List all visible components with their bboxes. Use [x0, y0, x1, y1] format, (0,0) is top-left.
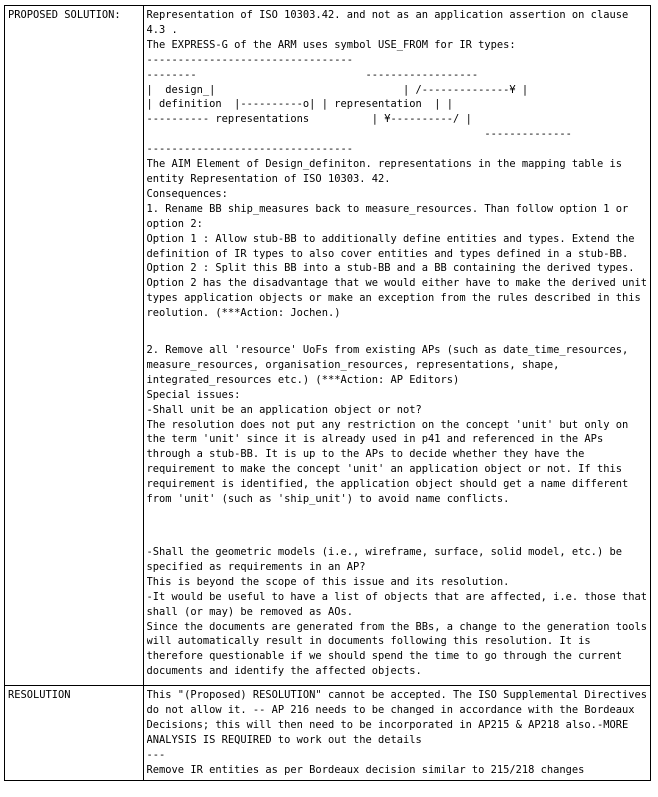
spacer	[147, 321, 647, 343]
text-line: requirement to make the concept 'unit' an application object or not. If this	[146, 463, 622, 476]
text-line: the term 'unit' since it is already used in p41 and referenced in the APs	[146, 433, 604, 446]
text-line: Remove IR entities as per Bordeaux decision similar to 215/218 changes	[146, 763, 585, 776]
text-line: -Shall the geometric models (i.e., wireframe, surface, solid model, etc.) be	[146, 546, 622, 558]
ascii-diagram-line: -------- ------------------	[146, 68, 479, 81]
text-line: documents and identify the affected objects.	[146, 665, 422, 678]
text-line: -It would be useful to have a list of objects that are affected, i.e. those that	[146, 590, 647, 603]
text-line: ---	[146, 748, 166, 761]
text-line: This is beyond the scope of this issue and its resolution.	[146, 575, 510, 588]
text-line: Representation of ISO 10303.42. and not as an application assertion on clause	[146, 9, 629, 21]
spacer	[147, 507, 647, 545]
text-line: definition of IR types to also cover entities and types defined in a stub-BB.	[146, 247, 629, 260]
resolution-content	[143, 686, 650, 781]
text-line: specified as requirements in an AP?	[146, 560, 366, 573]
text-line: reolution. (***Action: Jochen.)	[146, 307, 341, 320]
text-line: through a stub-BB. It is up to the APs to decide whether they have the	[146, 448, 585, 461]
text-line: will automatically result in documents following this resolution. It is	[146, 635, 591, 648]
text-line: Consequences:	[146, 187, 228, 200]
text-line: Option 1 : Allow stub-BB to additionally define entities and types. Extend the	[146, 232, 635, 245]
text-line: shall (or may) be removed as AOs.	[146, 605, 353, 618]
ascii-diagram-line: | definition |----------o| | representation | |	[146, 98, 454, 111]
text-line: do not allow it. -- AP 216 needs to be changed in accordance with the Bordeaux	[146, 703, 635, 716]
text-line: Special issues:	[146, 388, 241, 401]
text-line: entity Representation of ISO 10303. 42.	[146, 172, 391, 185]
issue-table	[4, 5, 651, 781]
ascii-diagram-line: --------------	[146, 128, 572, 141]
text-line: integrated_resources etc.) (***Action: AP Editors)	[146, 373, 460, 386]
text-line: 1. Rename BB ship_measures back to measure_resources. Than follow option 1 or	[146, 202, 629, 215]
text-line: The resolution does not put any restriction on the concept 'unit' but only on	[146, 418, 629, 431]
text-line: types application objects or make an exception from the rules described in this	[146, 292, 641, 305]
ascii-diagram-line: | design_| | /--------------¥ |	[146, 83, 529, 96]
text-line: measure_resources, organisation_resources, representations, shape,	[146, 358, 560, 371]
text-line: ANALYSIS IS REQUIRED to work out the details	[146, 733, 422, 746]
text-line: 4.3 .	[146, 23, 178, 36]
text-line: This "(Proposed) RESOLUTION" cannot be accepted. The ISO Supplemental Directives	[146, 689, 647, 701]
ascii-diagram-line: ---------------------------------	[146, 53, 353, 66]
proposed-solution-row	[5, 6, 651, 686]
text-line: requirement is identified, the application object should get a name different	[146, 478, 629, 491]
text-line: Option 2 has the disadvantage that we would either have to make the derived unit	[146, 277, 647, 290]
text-line: Option 2 : Split this BB into a stub-BB and a BB containing the derived types.	[146, 262, 635, 275]
ascii-diagram-line: ---------------------------------	[146, 143, 353, 156]
text-line: The AIM Element of Design_definiton. representations in the mapping table is	[146, 158, 622, 171]
row-label: PROPOSED SOLUTION:	[5, 6, 144, 686]
proposed-solution-content	[143, 6, 650, 686]
text-line: Since the documents are generated from the BBs, a change to the generation tools	[146, 620, 647, 633]
text-line: from 'unit' (such as 'ship_unit') to avoid name conflicts.	[146, 493, 510, 506]
resolution-row	[5, 686, 651, 781]
text-line: The EXPRESS-G of the ARM uses symbol USE_FROM for IR types:	[146, 38, 516, 51]
text-line: 2. Remove all 'resource' UoFs from existing APs (such as date_time_resources,	[146, 344, 629, 357]
ascii-diagram-line: ---------- representations | ¥----------/ |	[146, 113, 472, 126]
text-line: Decisions; this will then need to be incorporated in AP215 & AP218 also.-MORE	[146, 718, 629, 731]
row-label: RESOLUTION	[5, 686, 144, 781]
text-line: -Shall unit be an application object or not?	[146, 403, 422, 416]
text-line: option 2:	[146, 217, 203, 230]
text-line: therefore questionable if we should spend the time to go through the current	[146, 650, 622, 663]
